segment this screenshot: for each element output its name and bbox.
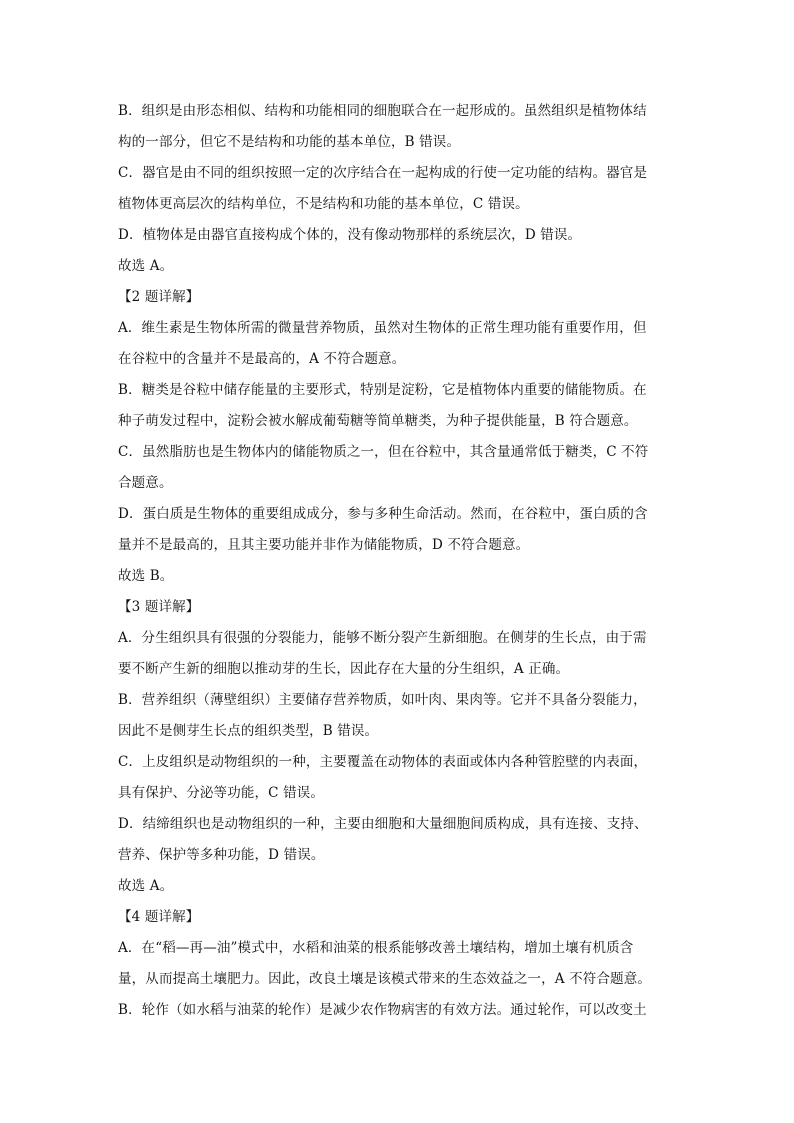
question-2-heading: 【2 题详解】 — [118, 289, 200, 305]
text-line: D．蛋白质是生物体的重要组成成分，参与多种生命活动。然而，在谷粒中，蛋白质的含 — [118, 506, 648, 522]
answer-choice-line: 故选 B。 — [118, 568, 174, 584]
text-line: B．轮作（如水稻与油菜的轮作）是减少农作物病害的有效方法。通过轮作，可以改变土 — [118, 1002, 647, 1018]
question-4-heading: 【4 题详解】 — [118, 909, 200, 925]
text-line: 营养、保护等多种功能，D 错误。 — [118, 847, 325, 863]
answer-choice-line: 故选 A。 — [118, 258, 174, 274]
text-line: 因此不是侧芽生长点的组织类型，B 错误。 — [118, 723, 379, 739]
answer-explanation-text — [118, 96, 678, 1026]
text-line: 种子萌发过程中，淀粉会被水解成葡萄糖等简单糖类，为种子提供能量，B 符合题意。 — [118, 413, 638, 429]
text-line: D．植物体是由器官直接构成个体的，没有像动物那样的系统层次，D 错误。 — [118, 227, 582, 243]
text-line: C．上皮组织是动物组织的一种，主要覆盖在动物体的表面或体内各种管腔壁的内表面， — [118, 754, 648, 770]
text-line: B．组织是由形态相似、结构和功能相同的细胞联合在一起形成的。虽然组织是植物体结 — [118, 103, 647, 119]
text-line: B．营养组织（薄壁组织）主要储存营养物质，如叶肉、果肉等。它并不具备分裂能力， — [118, 692, 647, 708]
text-line: 具有保护、分泌等功能，C 错误。 — [118, 785, 325, 801]
text-line: C．虽然脂肪也是生物体内的储能物质之一，但在谷粒中，其含量通常低于糖类，C 不符 — [118, 444, 649, 460]
question-3-heading: 【3 题详解】 — [118, 599, 200, 615]
text-line: 植物体更高层次的结构单位，不是结构和功能的基本单位，C 错误。 — [118, 196, 529, 212]
text-line: A．在“稻—再—油”模式中，水稻和油菜的根系能够改善土壤结构，增加土壤有机质含 — [118, 940, 634, 956]
text-line: 构的一部分，但它不是结构和功能的基本单位，B 错误。 — [118, 134, 461, 150]
text-line: 量并不是最高的，且其主要功能并非作为储能物质，D 不符合题意。 — [118, 537, 530, 553]
text-line: 要不断产生新的细胞以推动芽的生长，因此存在大量的分生组织，A 正确。 — [118, 661, 570, 677]
text-line: C．器官是由不同的组织按照一定的次序结合在一起构成的行使一定功能的结构。器官是 — [118, 165, 648, 181]
text-line: D．结缔组织也是动物组织的一种，主要由细胞和大量细胞间质构成，具有连接、支持、 — [118, 816, 648, 832]
text-line: A．分生组织具有很强的分裂能力，能够不断分裂产生新细胞。在侧芽的生长点，由于需 — [118, 630, 647, 646]
text-line: A．维生素是生物体所需的微量营养物质，虽然对生物体的正常生理功能有重要作用，但 — [118, 320, 647, 336]
answer-choice-line: 故选 A。 — [118, 878, 174, 894]
text-line: 量，从而提高土壤肥力。因此，改良土壤是该模式带来的生态效益之一，A 不符合题意。 — [118, 971, 652, 987]
text-line: 合题意。 — [118, 475, 173, 491]
text-line: B．糖类是谷粒中储存能量的主要形式，特别是淀粉，它是植物体内重要的储能物质。在 — [118, 382, 647, 398]
text-line: 在谷粒中的含量并不是最高的，A 不符合题意。 — [118, 351, 406, 367]
